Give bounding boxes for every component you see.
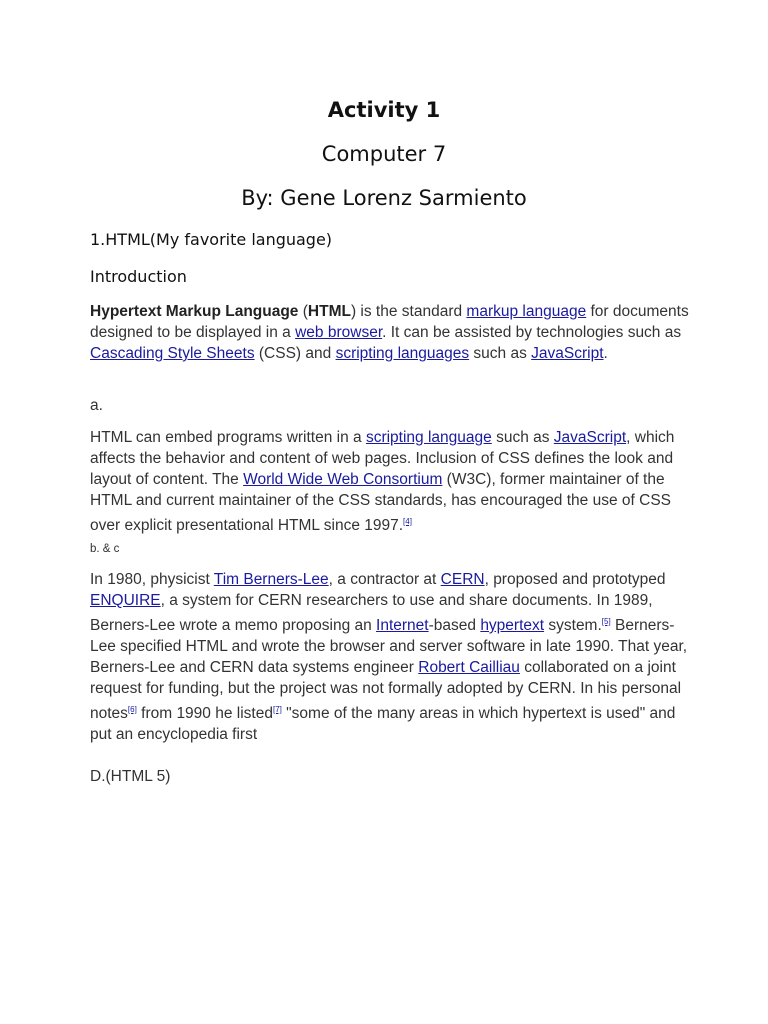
- document-author: By: Gene Lorenz Sarmiento: [241, 186, 527, 210]
- term-html: HTML: [307, 303, 351, 320]
- reference-link[interactable]: [7]: [272, 705, 282, 714]
- paragraph-b-c: In 1980, physicist Tim Berners-Lee, a contractor at CERN, proposed and prototyped ENQUIRE, a system for CERN researchers to use and share documents. In 1989, Berners-Lee wrote a memo proposing an Internet-based hypertext system.[5] Berners-Lee specified HTML and wrote the browser and server software in late 1990. That year, Berners-Lee and CERN data systems engineer Robert Cailliau collaborated on a joint request for funding, but the project was not formally adopted by CERN. In his personal notes[6] from 1990 he listed[7] "some of the many areas in which hypertext is used" and put an encyclopedia first: [90, 571, 688, 743]
- intro-paragraph: Hypertext Markup Language (HTML) is the standard markup language for documents designed to be displayed in a web browser. It can be assisted by technologies such as Cascading Style Sheets (CSS) and scripting languages such as JavaScript.: [90, 303, 689, 362]
- label-d: D.(HTML 5): [90, 768, 171, 785]
- link-markup-language[interactable]: markup language: [466, 303, 587, 320]
- link-scripting-languages[interactable]: scripting languages: [335, 345, 470, 362]
- reference-link[interactable]: [6]: [127, 705, 137, 714]
- link-web-browser[interactable]: web browser: [295, 324, 383, 341]
- term-hypertext-markup-language: Hypertext Markup Language: [90, 303, 299, 320]
- paragraph-a: HTML can embed programs written in a scripting language such as JavaScript, which affects the behavior and content of web pages. Inclusion of CSS defines the look and layout of content. The World Wide Web Consortium (W3C), former maintainer of the HTML and current maintainer of the CSS standards, has encouraged the use of CSS over explicit presentational HTML since 1997.[4]: [90, 429, 675, 534]
- link-robert-cailliau[interactable]: Robert Cailliau: [418, 659, 520, 676]
- document-subject: Computer 7: [321, 142, 447, 166]
- introduction-heading: Introduction: [90, 267, 187, 286]
- link-javascript[interactable]: JavaScript: [553, 429, 627, 446]
- document-title: Activity 1: [327, 98, 441, 122]
- reference-link[interactable]: [4]: [403, 517, 412, 526]
- label-b-c: b. & c: [90, 543, 120, 555]
- label-a: a.: [90, 397, 103, 414]
- link-cascading-style-sheets[interactable]: Cascading Style Sheets: [90, 345, 255, 362]
- link-scripting-language[interactable]: scripting language: [365, 429, 492, 446]
- link-cern[interactable]: CERN: [440, 571, 485, 588]
- link-tim-berners-lee[interactable]: Tim Berners-Lee: [213, 571, 329, 588]
- link-internet[interactable]: Internet: [376, 617, 429, 634]
- link-world-wide-web-consortium[interactable]: World Wide Web Consortium: [243, 471, 443, 488]
- link-enquire[interactable]: ENQUIRE: [90, 592, 161, 609]
- link-hypertext[interactable]: hypertext: [480, 617, 545, 634]
- topic-heading: 1.HTML(My favorite language): [90, 230, 333, 249]
- link-javascript[interactable]: JavaScript: [531, 345, 604, 362]
- reference-link[interactable]: [5]: [601, 617, 611, 626]
